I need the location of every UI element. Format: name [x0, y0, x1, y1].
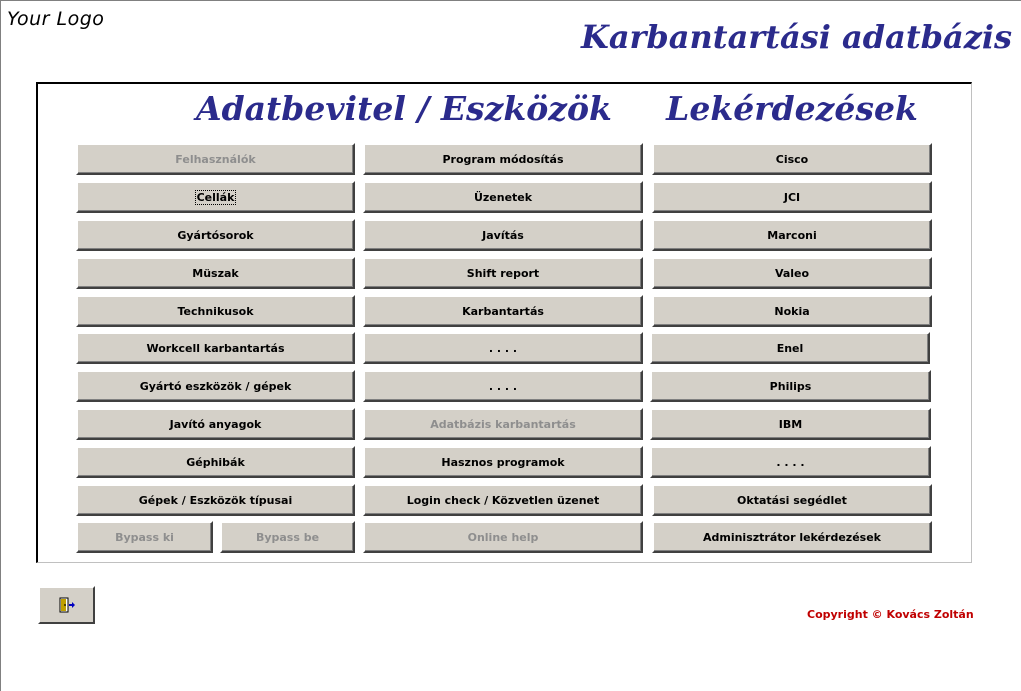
menu-button-karbantartas[interactable] [363, 295, 643, 327]
menu-button-javito-anyagok[interactable] [76, 408, 355, 440]
page-title: Karbantartási adatbázis [581, 18, 1013, 56]
menu-button-adatbazis-karbantartas[interactable] [363, 408, 643, 440]
button-label: Hasznos programok [441, 455, 565, 469]
query-button-valeo[interactable] [652, 257, 932, 289]
button-label: Oktatási segédlet [737, 493, 847, 507]
button-label: . . . . [776, 455, 805, 469]
query-button-marconi[interactable] [652, 219, 932, 251]
bypass-on-button[interactable] [220, 521, 355, 553]
button-label: Javítás [482, 228, 524, 242]
button-label: Gyártósorok [177, 228, 254, 242]
logo: Your Logo [7, 8, 105, 30]
query-button-jci[interactable] [652, 181, 932, 213]
menu-button-online-help[interactable] [363, 521, 643, 553]
button-label: Valeo [774, 266, 810, 280]
button-label: Gépek / Eszközök típusai [138, 493, 293, 507]
button-label: Géphibák [186, 455, 245, 469]
button-label: Adatbázis karbantartás [430, 417, 576, 431]
copyright-text: Copyright © Kovács Zoltán [807, 608, 974, 621]
button-label: Workcell karbantartás [146, 341, 285, 355]
menu-button-javitas[interactable] [363, 219, 643, 251]
window-left-border [0, 0, 1, 691]
button-label: Program módosítás [442, 152, 564, 166]
button-label: Bypass ki [115, 530, 174, 544]
menu-button-technikusok[interactable] [76, 295, 355, 327]
button-label: IBM [778, 417, 803, 431]
button-label: Felhasználók [175, 152, 256, 166]
button-label: Müszak [192, 266, 239, 280]
menu-button-cellak[interactable] [76, 181, 355, 213]
menu-button-program-modositas[interactable] [363, 143, 643, 175]
exit-door-icon [58, 597, 76, 613]
query-button-ibm[interactable] [650, 408, 931, 440]
button-label: Login check / Közvetlen üzenet [406, 493, 600, 507]
menu-button-gepek-eszkozok-tipusai[interactable] [76, 484, 355, 516]
button-label: Philips [769, 379, 812, 393]
button-label: Adminisztrátor lekérdezések [702, 530, 881, 544]
exit-button[interactable] [38, 586, 95, 624]
menu-button-muszak[interactable] [76, 257, 355, 289]
menu-button-hasznos-programok[interactable] [363, 446, 643, 478]
query-button-placeholder[interactable] [650, 446, 931, 478]
menu-button-shift-report[interactable] [363, 257, 643, 289]
section-heading-data-entry: Adatbevitel / Eszközök [196, 89, 612, 128]
button-label: . . . . [488, 379, 518, 393]
button-label: Marconi [767, 228, 817, 242]
menu-button-gyartosorok[interactable] [76, 219, 355, 251]
button-label: Enel [776, 341, 804, 355]
button-label: . . . . [488, 341, 518, 355]
menu-button-felhasznalok[interactable] [76, 143, 355, 175]
button-label: Karbantartás [462, 304, 544, 318]
button-label: Technikusok [177, 304, 254, 318]
button-label: Cellák [196, 190, 235, 204]
menu-button-uzenetek[interactable] [363, 181, 643, 213]
menu-button-workcell-karbantartas[interactable] [76, 332, 355, 364]
query-button-philips[interactable] [650, 370, 931, 402]
bypass-off-button[interactable] [76, 521, 213, 553]
button-label: Online help [467, 530, 539, 544]
button-label: JCI [783, 190, 801, 204]
button-label: Gyártó eszközök / gépek [139, 379, 292, 393]
section-heading-queries: Lekérdezések [666, 89, 918, 128]
query-button-cisco[interactable] [652, 143, 932, 175]
menu-button-placeholder-2[interactable] [363, 370, 643, 402]
menu-button-login-check[interactable] [363, 484, 643, 516]
button-label: Nokia [774, 304, 810, 318]
button-label: Javító anyagok [169, 417, 262, 431]
button-label: Cisco [775, 152, 809, 166]
query-button-adminisztrator[interactable] [652, 521, 932, 553]
button-label: Üzenetek [473, 190, 533, 204]
menu-button-gyarto-eszkozok[interactable] [76, 370, 355, 402]
menu-button-gephibak[interactable] [76, 446, 355, 478]
menu-button-placeholder-1[interactable] [363, 332, 643, 364]
button-label: Shift report [466, 266, 540, 280]
query-button-oktatasi-segedlet[interactable] [652, 484, 932, 516]
query-button-nokia[interactable] [652, 295, 932, 327]
query-button-enel[interactable] [650, 332, 930, 364]
button-label: Bypass be [255, 530, 320, 544]
window-top-border [0, 0, 1021, 1]
